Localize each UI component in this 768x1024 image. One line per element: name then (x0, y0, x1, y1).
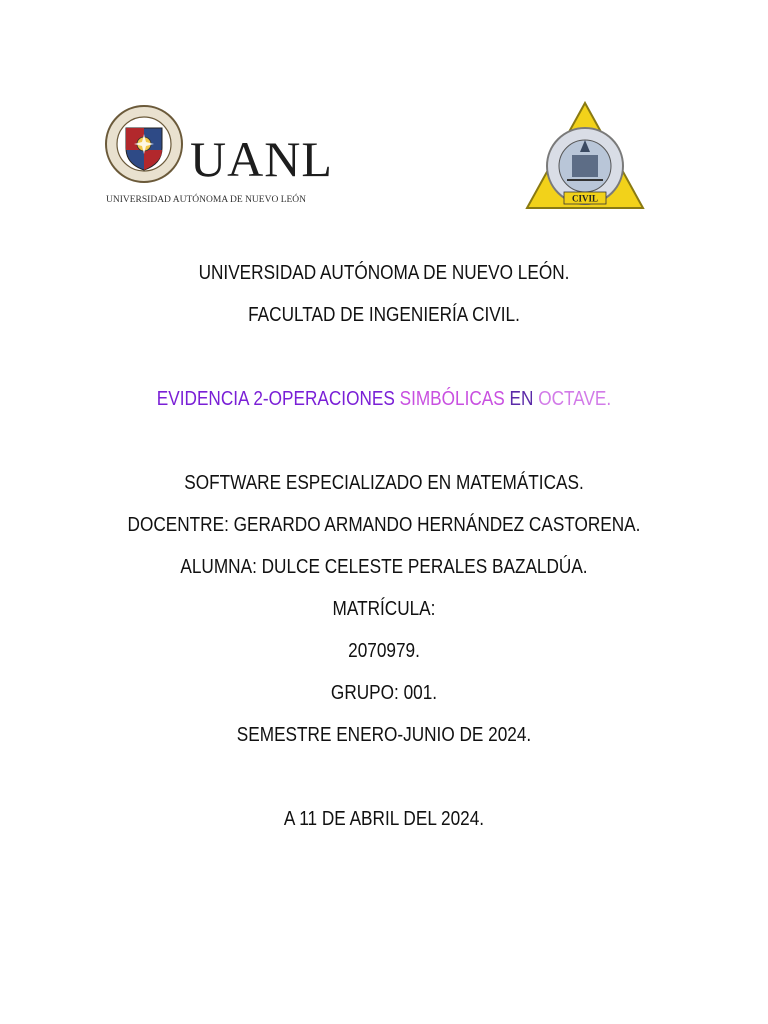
document-date: A 11 DE ABRIL DEL 2024. (283, 808, 485, 830)
uanl-logo (104, 104, 334, 208)
id-value: 2070979. (348, 640, 420, 662)
document-title (54, 386, 714, 412)
course-name: SOFTWARE ESPECIALIZADO EN MATEMÁTICAS. (184, 472, 584, 494)
faculty-name: FACULTAD DE INGENIERÍA CIVIL. (248, 304, 520, 326)
group: GRUPO: 001. (330, 682, 438, 704)
uanl-subtitle: UNIVERSIDAD AUTÓNOMA DE NUEVO LEÓN (106, 195, 307, 205)
student-name: ALUMNA: DULCE CELESTE PERALES BAZALDÚA. (180, 556, 588, 578)
uanl-seal-icon (104, 104, 184, 184)
title-part-octave: OCTAVE. (538, 388, 612, 410)
fic-logo-icon (524, 100, 646, 212)
fic-civil-label: CIVIL (571, 193, 599, 204)
id-label: MATRÍCULA: (332, 598, 436, 620)
title-part-en: EN (509, 388, 534, 410)
uanl-wordmark: UANL (190, 131, 333, 187)
teacher-name: DOCENTRE: GERARDO ARMANDO HERNÁNDEZ CASTORENA. (127, 514, 641, 536)
semester: SEMESTRE ENERO-JUNIO DE 2024. (236, 724, 532, 746)
title-part-evidencia: EVIDENCIA 2-OPERACIONES (156, 388, 395, 410)
title-part-simbolicas: SIMBÓLICAS (399, 388, 505, 410)
university-name: UNIVERSIDAD AUTÓNOMA DE NUEVO LEÓN. (198, 262, 570, 284)
